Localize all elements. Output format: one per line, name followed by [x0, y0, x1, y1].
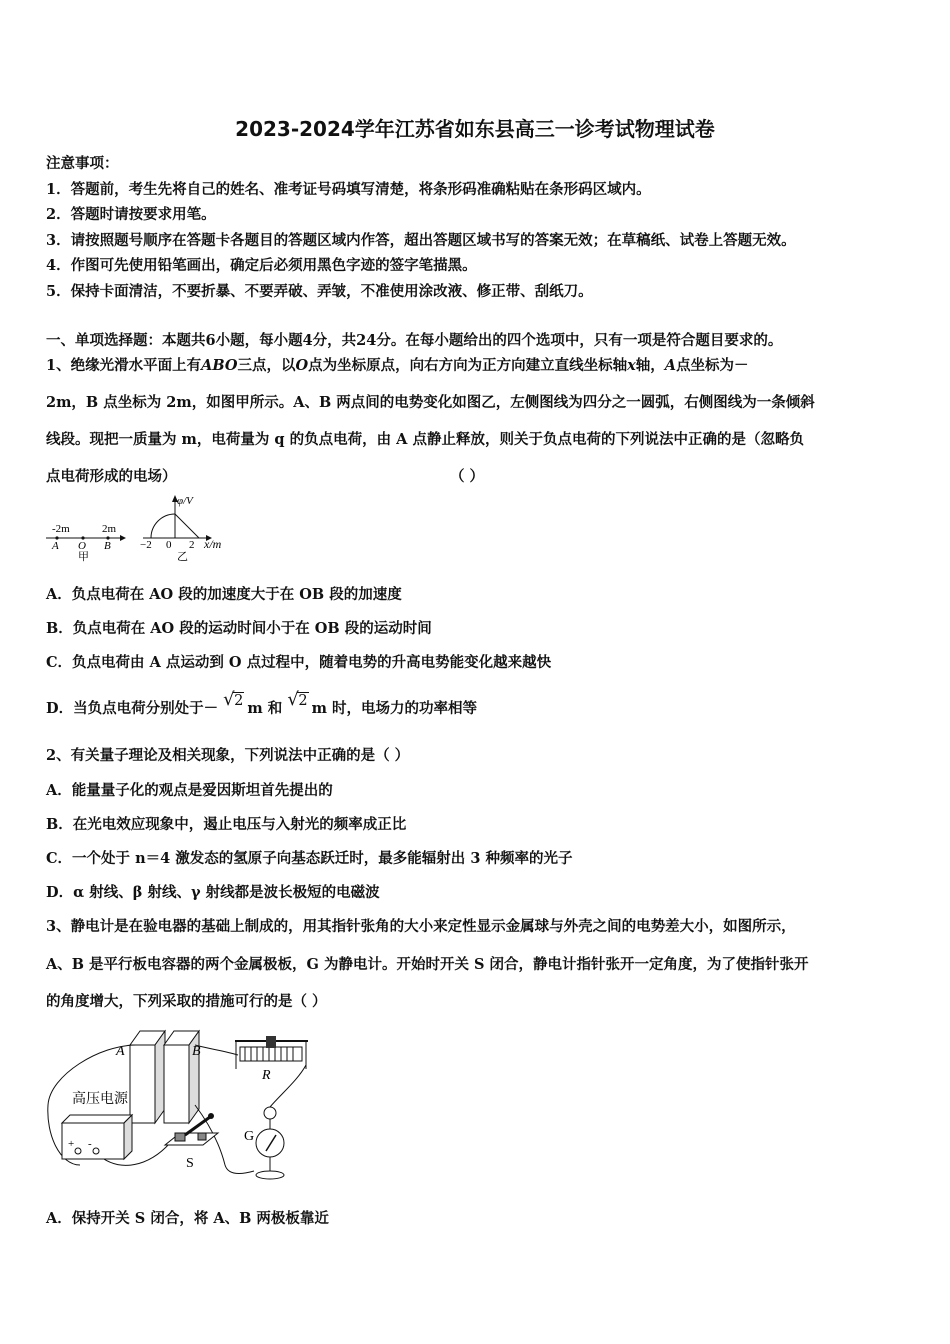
radical-sign-icon: √ [287, 689, 299, 710]
q1-text: 轴， [635, 357, 665, 374]
potential-graph-yi [140, 495, 222, 563]
q1-line4: 点电荷形成的电场） [46, 468, 177, 485]
q1-line1 [46, 354, 749, 375]
quarter-arc-curve [151, 514, 175, 538]
notice-item-3: 3．请按照题号顺序在答题卡各题目的答题区域内作答，超出答题区域书写的答案无效；在草稿纸、试卷上答题无效。 [46, 232, 796, 249]
electrometer-g [256, 1107, 284, 1179]
label-2m: 2m [102, 523, 117, 535]
q1-option-d-text: D．当负点电荷分别处于－ [46, 700, 219, 717]
notice-item-2: 2．答题时请按要求用笔。 [46, 206, 216, 223]
notice-item-4: 4．作图可先使用铅笔画出，确定后必须用黑色字迹的签字笔描黑。 [46, 257, 477, 274]
q1-answer-paren: （ ） [450, 468, 485, 485]
label-plate-a: A [116, 1044, 125, 1059]
q1-option-d-text: m 时，电场力的功率相等 [311, 700, 477, 717]
high-voltage-source [62, 1115, 132, 1159]
label-neg2m: -2m [52, 523, 70, 535]
q1-option-d [46, 689, 477, 718]
q3-line2: A、B 是平行板电容器的两个金属极板，G 为静电计。开始时开关 S 闭合，静电计指针张开一定角度，为了使指针张开 [46, 956, 809, 973]
sqrt-expression [287, 689, 308, 717]
q1-text: 三点，以 [237, 357, 296, 374]
rheostat [235, 1036, 308, 1069]
wire [195, 1045, 238, 1055]
wire [270, 1065, 306, 1107]
label-minus: - [88, 1138, 92, 1150]
q1-option-d-text: m 和 [247, 700, 283, 717]
q1-option-b: B．负点电荷在 AO 段的运动时间小于在 OB 段的运动时间 [46, 620, 432, 637]
q1-option-a: A．负点电荷在 AO 段的加速度大于在 OB 段的加速度 [46, 586, 402, 603]
sqrt-expression [223, 689, 244, 717]
q2-option-a: A．能量量子化的观点是爱因斯坦首先提出的 [46, 782, 333, 799]
q2-option-c: C．一个处于 n＝4 激发态的氢原子向基态跃迁时，最多能辐射出 3 种频率的光子 [46, 850, 573, 867]
label-b: B [104, 540, 111, 552]
q1-line3: 线段。现把一质量为 m，电荷量为 q 的负点电荷，由 A 点静止释放，则关于负点电荷的下列说法中正确的是（忽略负 [46, 431, 804, 448]
notice-item-1: 1．答题前，考生先将自己的姓名、准考证号码填写清楚，将条形码准确粘贴在条形码区域内。 [46, 181, 651, 198]
q1-line2: 2m，B 点坐标为 2m，如图甲所示。A、B 两点间的电势变化如图乙，左侧图线为四分之一圆弧，右侧图线为一条倾斜 [46, 394, 815, 411]
label-xm: x/m [204, 537, 222, 551]
q2-option-b: B．在光电效应现象中，遏止电压与入射光的频率成正比 [46, 816, 407, 833]
label-neg2: −2 [140, 539, 152, 551]
notice-heading: 注意事项： [46, 155, 119, 172]
q1-var: A [664, 357, 677, 374]
page-title: 2023-2024学年江苏省如东县高三一诊考试物理试卷 [235, 117, 715, 141]
radical-sign-icon: √ [223, 689, 235, 710]
q3-circuit-figure [40, 1025, 330, 1185]
q1-var: O [295, 357, 309, 374]
q3-option-a: A．保持开关 S 闭合，将 A、B 两极板靠近 [46, 1210, 329, 1227]
q1-text: 点坐标为－ [676, 357, 749, 374]
q1-option-c: C．负点电荷由 A 点运动到 O 点过程中，随着电势的升高电势能变化越来越快 [46, 654, 552, 671]
label-source: 高压电源 [72, 1092, 128, 1107]
q1-var: x [627, 357, 636, 374]
q1-text: 1、绝缘光滑水平面上有 [46, 357, 202, 374]
label-g: G [244, 1129, 255, 1144]
notice-item-5: 5．保持卡面清洁，不要折暴、不要弄破、弄皱，不准使用涂改液、修正带、刮纸刀。 [46, 283, 593, 300]
q1-var: ABO [201, 357, 238, 374]
section-heading: 一、单项选择题：本题共6小题，每小题4分，共24分。在每小题给出的四个选项中，只有一项是符合题目要求的。 [46, 332, 783, 349]
label-phi: φ/V [177, 495, 193, 507]
label-o: O [78, 540, 86, 552]
label-jia: 甲 [78, 551, 89, 563]
q3-line1: 3、静电计是在验电器的基础上制成的，用其指针张角的大小来定性显示金属球与外壳之间的电势差大小，如图所示， [46, 918, 796, 935]
q1-text: 点为坐标原点，向右方向为正方向建立直线坐标轴 [308, 357, 628, 374]
q2-option-d: D．α 射线、β 射线、γ 射线都是波长极短的电磁波 [46, 884, 380, 901]
q3-line3: 的角度增大，下列采取的措施可行的是（ ） [46, 993, 327, 1010]
label-r: R [262, 1068, 271, 1083]
label-plate-b: B [192, 1044, 201, 1059]
label-s: S [186, 1156, 194, 1171]
q2-stem: 2、有关量子理论及相关现象，下列说法中正确的是（ ） [46, 747, 410, 764]
sqrt-radicand: 2 [298, 693, 308, 709]
label-two: 2 [189, 539, 195, 551]
axis-figure-jia [46, 523, 126, 563]
label-zero: 0 [166, 539, 172, 551]
label-a: A [52, 540, 59, 552]
sqrt-radicand: 2 [234, 693, 244, 709]
slope-line [175, 514, 199, 538]
q1-figure [40, 490, 240, 565]
label-plus: + [68, 1138, 75, 1150]
label-yi: 乙 [177, 551, 188, 563]
